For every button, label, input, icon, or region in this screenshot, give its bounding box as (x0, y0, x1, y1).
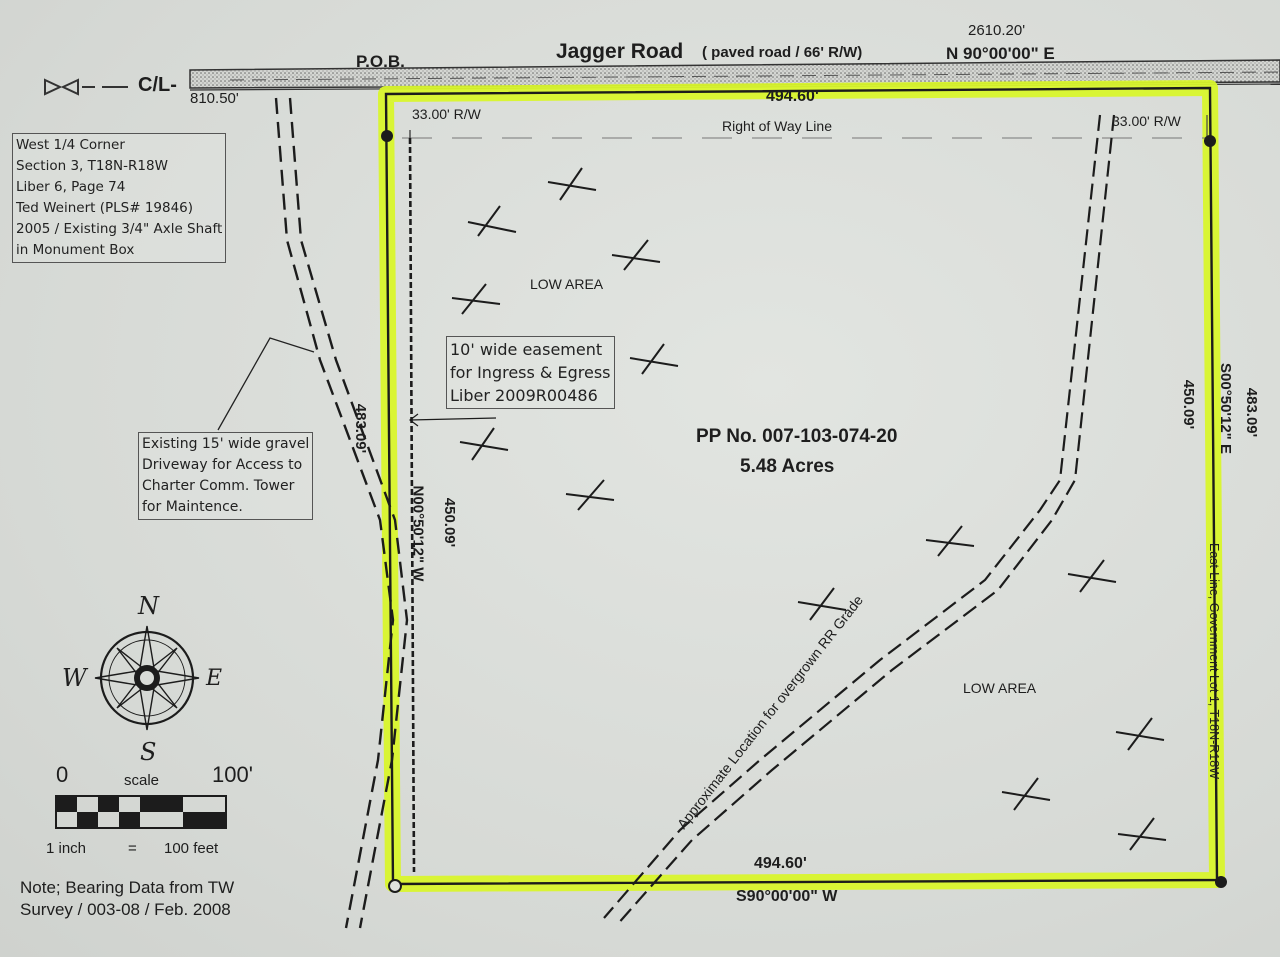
row-east: 33.00' R/W (1112, 113, 1181, 129)
scale-end: 100' (212, 762, 253, 787)
corner-box-line: Ted Weinert (PLS# 19846) (16, 200, 194, 216)
easement-box-line: Liber 2009R00486 (450, 386, 598, 405)
row-line-label: Right of Way Line (722, 118, 832, 134)
scale-equals: = (128, 840, 137, 857)
north-line-length: 494.60' (766, 88, 819, 105)
road-name: Jagger Road (556, 40, 684, 63)
scale-bar (56, 796, 226, 828)
south-line-length: 494.60' (754, 855, 807, 872)
easement-box (446, 336, 615, 409)
driveway-box-line: Driveway for Access to (142, 457, 303, 473)
corner-box-line: in Monument Box (16, 242, 135, 258)
parcel-number: PP No. 007-103-074-20 (696, 426, 898, 447)
east-line-note: East-Line, Government Lot 1, T18N-R18W (1207, 543, 1221, 779)
note-line-2: Survey / 003-08 / Feb. 2008 (20, 900, 231, 919)
scale-right-unit: 100 feet (164, 840, 219, 857)
road-bearing: N 90°00'00" E (946, 44, 1055, 63)
corner-box-line: Liber 6, Page 74 (16, 179, 126, 195)
east-inner-length: 450.09' (1180, 379, 1198, 430)
rr-grade (604, 115, 1114, 926)
corner-box-line: West 1/4 Corner (16, 137, 125, 153)
compass-north: N (138, 592, 159, 620)
row-west: 33.00' R/W (412, 106, 481, 122)
rr-grade-label: Approximate Location for overgrown RR Grade (673, 592, 867, 832)
compass-east: E (206, 666, 223, 691)
easement-box-line: 10' wide easement (450, 340, 603, 359)
corner-monument-box (12, 133, 226, 263)
easement-box-line: for Ingress & Egress (450, 363, 611, 382)
driveway-box (138, 432, 313, 520)
south-bearing: S90°00'00" W (736, 888, 838, 905)
west-outer-length: 483.09' (352, 403, 370, 454)
east-bearing: S00°50'12" E (1216, 363, 1234, 454)
parcel-area: 5.48 Acres (740, 456, 835, 477)
road-spec: ( paved road / 66' R/W) (702, 44, 863, 61)
west-inner-length: 450.09' (441, 497, 459, 548)
note-line-1: Note; Bearing Data from TW (20, 878, 235, 897)
driveway-box-line: Charter Comm. Tower (142, 478, 295, 494)
road-length: 2610.20' (968, 22, 1026, 39)
compass-south: S (140, 738, 157, 766)
driveway-box-line: Existing 15' wide gravel (142, 436, 310, 452)
scale-start: 0 (56, 762, 69, 787)
scale-left-unit: 1 inch (46, 840, 87, 857)
parcel-highlight (386, 88, 1217, 884)
driveway-box-line: for Maintence. (142, 499, 243, 515)
centerline-label: C/L- (138, 74, 177, 96)
scale-label: scale (124, 772, 160, 789)
low-area-label-1: LOW AREA (530, 276, 604, 292)
low-area-label-2: LOW AREA (963, 680, 1037, 696)
pob-label: P.O.B. (356, 52, 405, 71)
east-outer-length: 483.09' (1243, 387, 1261, 438)
west-bearing: N00°50'12" W (409, 485, 427, 582)
driveway-leader (218, 338, 314, 430)
corner-box-line: Section 3, T18N-R18W (16, 158, 168, 174)
compass-west: W (62, 664, 87, 692)
compass-rose-icon (95, 626, 199, 730)
centerline-symbol (45, 80, 128, 94)
corner-box-line: 2005 / Existing 3/4" Axle Shaft (16, 221, 223, 237)
west-offset: 810.50' (190, 90, 239, 107)
